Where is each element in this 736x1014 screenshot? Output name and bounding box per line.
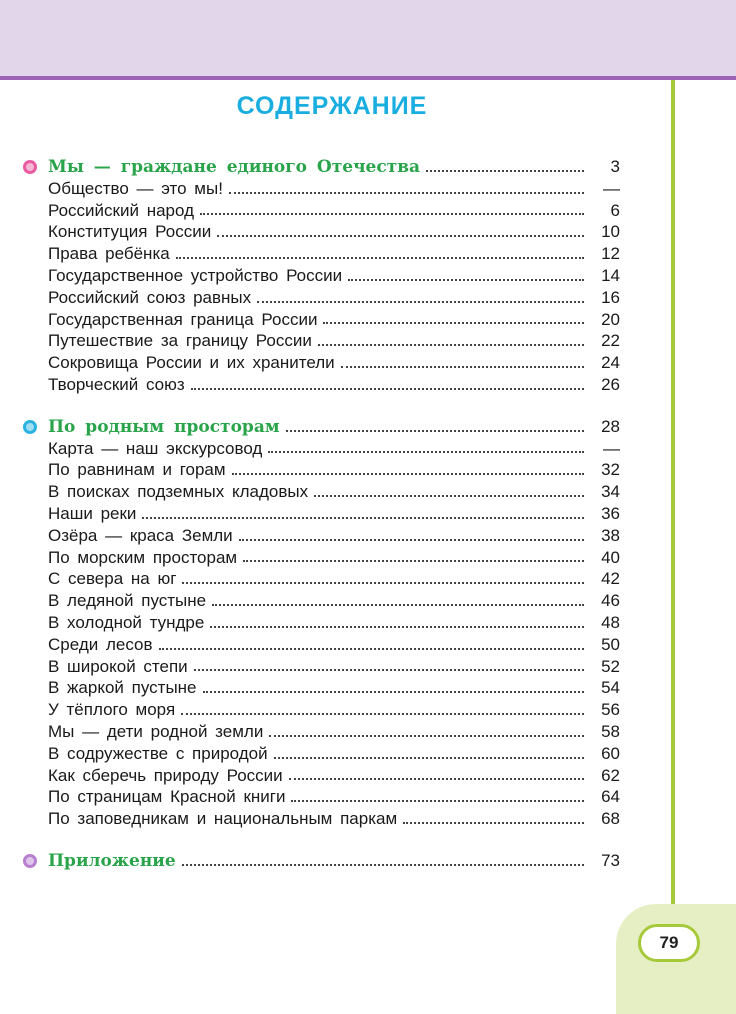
dot-leader [323,322,584,324]
toc-entry-page-number: 62 [601,765,620,785]
dot-leader [176,257,584,259]
dot-leader [291,800,584,802]
toc-entry[interactable] [48,743,620,765]
dot-leader [348,279,584,281]
toc-entry-label: Общество — это мы! [48,178,223,198]
toc-entry-label: Озёра — краса Земли [48,525,233,545]
dot-leader [274,757,584,759]
dot-leader [403,822,584,824]
header-rule [0,76,736,80]
section-gap [48,830,620,850]
toc-entry-page-number: 14 [601,265,620,285]
dot-leader [318,344,584,346]
toc-entry-label: С севера на юг [48,569,177,589]
margin-line [671,80,675,928]
toc-entry-label: Среди лесов [48,634,153,654]
dot-leader [232,473,584,475]
toc-entry-page-number: 10 [601,222,620,242]
toc-entry-label: По страницам Красной книги [48,787,286,807]
toc-entry-label: Конституция России [48,222,212,242]
dot-leader [191,388,584,390]
toc-entry-label: Путешествие за границу России [48,331,312,351]
section-gap [48,396,620,416]
toc-entry-label: По заповедникам и национальным паркам [48,809,398,829]
toc-entry[interactable] [48,374,620,396]
section-heading[interactable] [48,156,620,178]
page-title: СОДЕРЖАНИЕ [236,92,428,120]
toc-entry-label: Творческий союз [48,374,185,394]
section-bullet-icon [23,160,37,174]
dot-leader [203,691,584,693]
toc-entry[interactable] [48,309,620,331]
toc-entry-page-number: 24 [601,353,620,373]
toc-entry[interactable] [48,352,620,374]
dot-leader [142,517,584,519]
section-bullet-icon [23,420,37,434]
toc-entry[interactable] [48,330,620,352]
toc-entry-page-number: 54 [601,678,620,698]
table-of-contents [48,156,620,872]
toc-entry-label: Государственное устройство России [48,265,343,285]
toc-entry[interactable] [48,265,620,287]
toc-entry[interactable] [48,547,620,569]
dot-leader [212,604,584,606]
toc-entry-page-number: 52 [601,656,620,676]
toc-entry-label: В холодной тундре [48,612,205,632]
toc-entry[interactable] [48,590,620,612]
toc-entry[interactable] [48,221,620,243]
dot-leader [200,213,584,215]
toc-entry[interactable] [48,634,620,656]
toc-entry-label: У тёплого моря [48,700,176,720]
dot-leader [269,735,584,737]
toc-entry[interactable] [48,503,620,525]
toc-entry-page-number: 42 [601,569,620,589]
toc-entry-page-number: — [603,438,620,458]
toc-entry-label: В поисках подземных кладовых [48,482,309,502]
dot-leader [182,582,584,584]
toc-entry-label: Сокровища России и их хранители [48,353,335,373]
toc-entry[interactable] [48,765,620,787]
dot-leader [181,713,584,715]
toc-entry-page-number: 38 [601,525,620,545]
toc-entry-label: В жаркой пустыне [48,678,197,698]
toc-entry-page-number: 36 [601,503,620,523]
dot-leader [217,235,584,237]
toc-entry-label: По морским просторам [48,547,238,567]
toc-entry-label: Мы — дети родной земли [48,721,264,741]
toc-entry-page-number: 12 [601,244,620,264]
toc-entry-label: Права ребёнка [48,244,170,264]
dot-leader [210,626,584,628]
dot-leader [286,430,584,432]
toc-entry[interactable] [48,612,620,634]
toc-entry-label: Российский союз равных [48,287,252,307]
toc-entry[interactable] [48,656,620,678]
toc-entry-page-number: 26 [601,374,620,394]
toc-entry-page-number: 48 [601,612,620,632]
toc-entry[interactable] [48,786,620,808]
section-title: Мы — граждане единого Отечества [48,157,421,177]
dot-leader [243,560,584,562]
toc-entry[interactable] [48,721,620,743]
toc-entry-label: Наши реки [48,503,137,523]
toc-entry[interactable] [48,568,620,590]
toc-entry-page-number: 58 [601,721,620,741]
toc-entry-label: В ледяной пустыне [48,591,207,611]
section-page-number: 28 [601,416,620,436]
toc-entry[interactable] [48,525,620,547]
dot-leader [314,495,584,497]
toc-entry[interactable] [48,200,620,222]
toc-entry-label: В содружестве с природой [48,743,268,763]
dot-leader [182,864,584,866]
dot-leader [268,451,584,453]
toc-entry-page-number: 50 [601,634,620,654]
toc-entry-page-number: 6 [610,200,620,220]
toc-entry-page-number: — [603,178,620,198]
page-number: 79 [638,924,700,962]
toc-entry-page-number: 60 [601,743,620,763]
section-title: Приложение [48,850,176,871]
toc-entry-page-number: 16 [601,287,620,307]
dot-leader [257,301,584,303]
toc-entry[interactable] [48,808,620,830]
dot-leader [289,778,584,780]
section-heading[interactable] [48,850,620,872]
toc-entry-page-number: 64 [601,787,620,807]
toc-entry-page-number: 46 [601,591,620,611]
toc-entry-label: Карта — наш экскурсовод [48,438,263,458]
dot-leader [194,669,584,671]
section-bullet-icon [23,854,37,868]
dot-leader [426,170,584,172]
toc-entry[interactable] [48,459,620,481]
toc-entry-page-number: 34 [601,482,620,502]
toc-entry[interactable] [48,677,620,699]
toc-entry[interactable] [48,481,620,503]
dot-leader [159,648,584,650]
section-page-number: 73 [601,850,620,870]
toc-entry-label: Государственная граница России [48,309,318,329]
toc-entry[interactable] [48,243,620,265]
toc-entry-label: Как сберечь природу России [48,765,283,785]
toc-entry[interactable] [48,178,620,200]
section-page-number: 3 [610,157,620,176]
toc-entry-label: Российский народ [48,200,194,220]
toc-entry-label: В широкой степи [48,656,188,676]
dot-leader [229,192,584,194]
section-title: По родным просторам [48,416,280,437]
toc-entry-page-number: 68 [601,809,620,829]
toc-entry-page-number: 56 [601,700,620,720]
toc-entry-page-number: 32 [601,460,620,480]
toc-entry[interactable] [48,699,620,721]
toc-entry-page-number: 20 [601,309,620,329]
dot-leader [239,539,584,541]
toc-entry[interactable] [48,287,620,309]
toc-entry[interactable] [48,438,620,460]
header-band [0,0,736,76]
toc-entry-page-number: 40 [601,547,620,567]
toc-entry-page-number: 22 [601,331,620,351]
toc-entry-label: По равнинам и горам [48,460,226,480]
dot-leader [341,366,584,368]
section-heading[interactable] [48,416,620,438]
